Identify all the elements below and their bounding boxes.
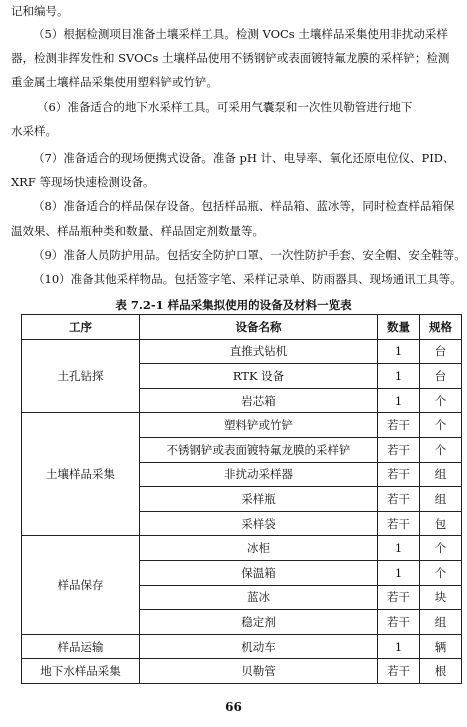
header-quantity: 数量 [378, 315, 420, 340]
table-row [22, 413, 462, 438]
unit-cell: 台 [420, 339, 462, 364]
table-row [22, 634, 462, 659]
table-header-row [22, 315, 462, 340]
equipment-name-cell: 稳定剂 [140, 610, 378, 635]
quantity-cell: 若干 [378, 659, 420, 684]
quantity-cell: 1 [378, 339, 420, 364]
equipment-name-cell: 蓝冰 [140, 585, 378, 610]
unit-cell: 个 [420, 560, 462, 585]
unit-cell: 组 [420, 462, 462, 487]
header-unit: 规格 [420, 315, 462, 340]
quantity-cell: 若干 [378, 585, 420, 610]
process-cell: 样品保存 [22, 536, 140, 634]
quantity-cell: 若干 [378, 610, 420, 635]
paragraph-line: 水采样。 [11, 124, 57, 138]
page-number: 66 [225, 700, 242, 714]
unit-cell: 个 [420, 536, 462, 561]
paragraph-line: 重金属土壤样品采集使用塑料铲或竹铲。 [11, 75, 218, 89]
unit-cell: 个 [420, 413, 462, 438]
process-cell: 土孔钻探 [22, 339, 140, 413]
quantity-cell: 若干 [378, 413, 420, 438]
equipment-name-cell: 不锈钢铲或表面镀特氟龙膜的采样铲 [140, 437, 378, 462]
unit-cell: 组 [420, 487, 462, 512]
quantity-cell: 若干 [378, 462, 420, 487]
header-equipment-name: 设备名称 [140, 315, 378, 340]
unit-cell: 组 [420, 610, 462, 635]
equipment-name-cell: 采样袋 [140, 511, 378, 536]
equipment-name-cell: 机动车 [140, 634, 378, 659]
quantity-cell: 若干 [378, 511, 420, 536]
paragraph-line: （10）准备其他采样物品。包括签字笔、采样记录单、防雨器具、现场通讯工具等。 [33, 272, 462, 286]
unit-cell: 台 [420, 364, 462, 389]
table-caption: 表 7.2-1 样品采集拟使用的设备及材料一览表 [115, 298, 352, 312]
paragraph-line: （5）根据检测项目准备土壤采样工具。检测 VOCs 土壤样品采集使用非扰动采样 [33, 27, 448, 41]
paragraph-line: XRF 等现场快速检测设备。 [11, 175, 155, 189]
equipment-name-cell: 冰柜 [140, 536, 378, 561]
header-process: 工序 [22, 315, 140, 340]
table-row [22, 659, 462, 684]
quantity-cell: 1 [378, 388, 420, 413]
equipment-name-cell: 贝勒管 [140, 659, 378, 684]
unit-cell: 包 [420, 511, 462, 536]
unit-cell: 根 [420, 659, 462, 684]
paragraph-line: （7）准备适合的现场便携式设备。准备 pH 计、电导率、氧化还原电位仪、PID、 [33, 151, 455, 165]
paragraph-line: （6）准备适合的地下水采样工具。可采用气囊泵和一次性贝勒管进行地下 [37, 100, 413, 114]
process-cell: 土壤样品采集 [22, 413, 140, 536]
quantity-cell: 若干 [378, 437, 420, 462]
paragraph-line: 温效果、样品瓶种类和数量、样品固定剂数量等。 [11, 224, 264, 238]
unit-cell: 个 [420, 437, 462, 462]
process-cell: 样品运输 [22, 634, 140, 659]
quantity-cell: 1 [378, 634, 420, 659]
equipment-name-cell: RTK 设备 [140, 364, 378, 389]
equipment-name-cell: 岩芯箱 [140, 388, 378, 413]
equipment-table [21, 314, 462, 684]
paragraph-line: 记和编号。 [11, 4, 69, 18]
equipment-name-cell: 直推式钻机 [140, 339, 378, 364]
paragraph-line: （9）准备人员防护用品。包括安全防护口罩、一次性防护手套、安全帽、安全鞋等。 [33, 248, 466, 262]
equipment-name-cell: 保温箱 [140, 560, 378, 585]
equipment-name-cell: 塑料铲或竹铲 [140, 413, 378, 438]
equipment-name-cell: 非扰动采样器 [140, 462, 378, 487]
quantity-cell: 1 [378, 560, 420, 585]
paragraph-line: 器，检测非挥发性和 SVOCs 土壤样品使用不锈钢铲或表面镀特氟龙膜的采样铲；检测 [11, 51, 450, 65]
unit-cell: 个 [420, 388, 462, 413]
equipment-name-cell: 采样瓶 [140, 487, 378, 512]
unit-cell: 辆 [420, 634, 462, 659]
quantity-cell: 1 [378, 364, 420, 389]
quantity-cell: 1 [378, 536, 420, 561]
table-row [22, 536, 462, 561]
unit-cell: 块 [420, 585, 462, 610]
table-row [22, 339, 462, 364]
quantity-cell: 若干 [378, 487, 420, 512]
process-cell: 地下水样品采集 [22, 659, 140, 684]
paragraph-line: （8）准备适合的样品保存设备。包括样品瓶、样品箱、蓝冰等，同时检查样品箱保 [33, 199, 455, 213]
